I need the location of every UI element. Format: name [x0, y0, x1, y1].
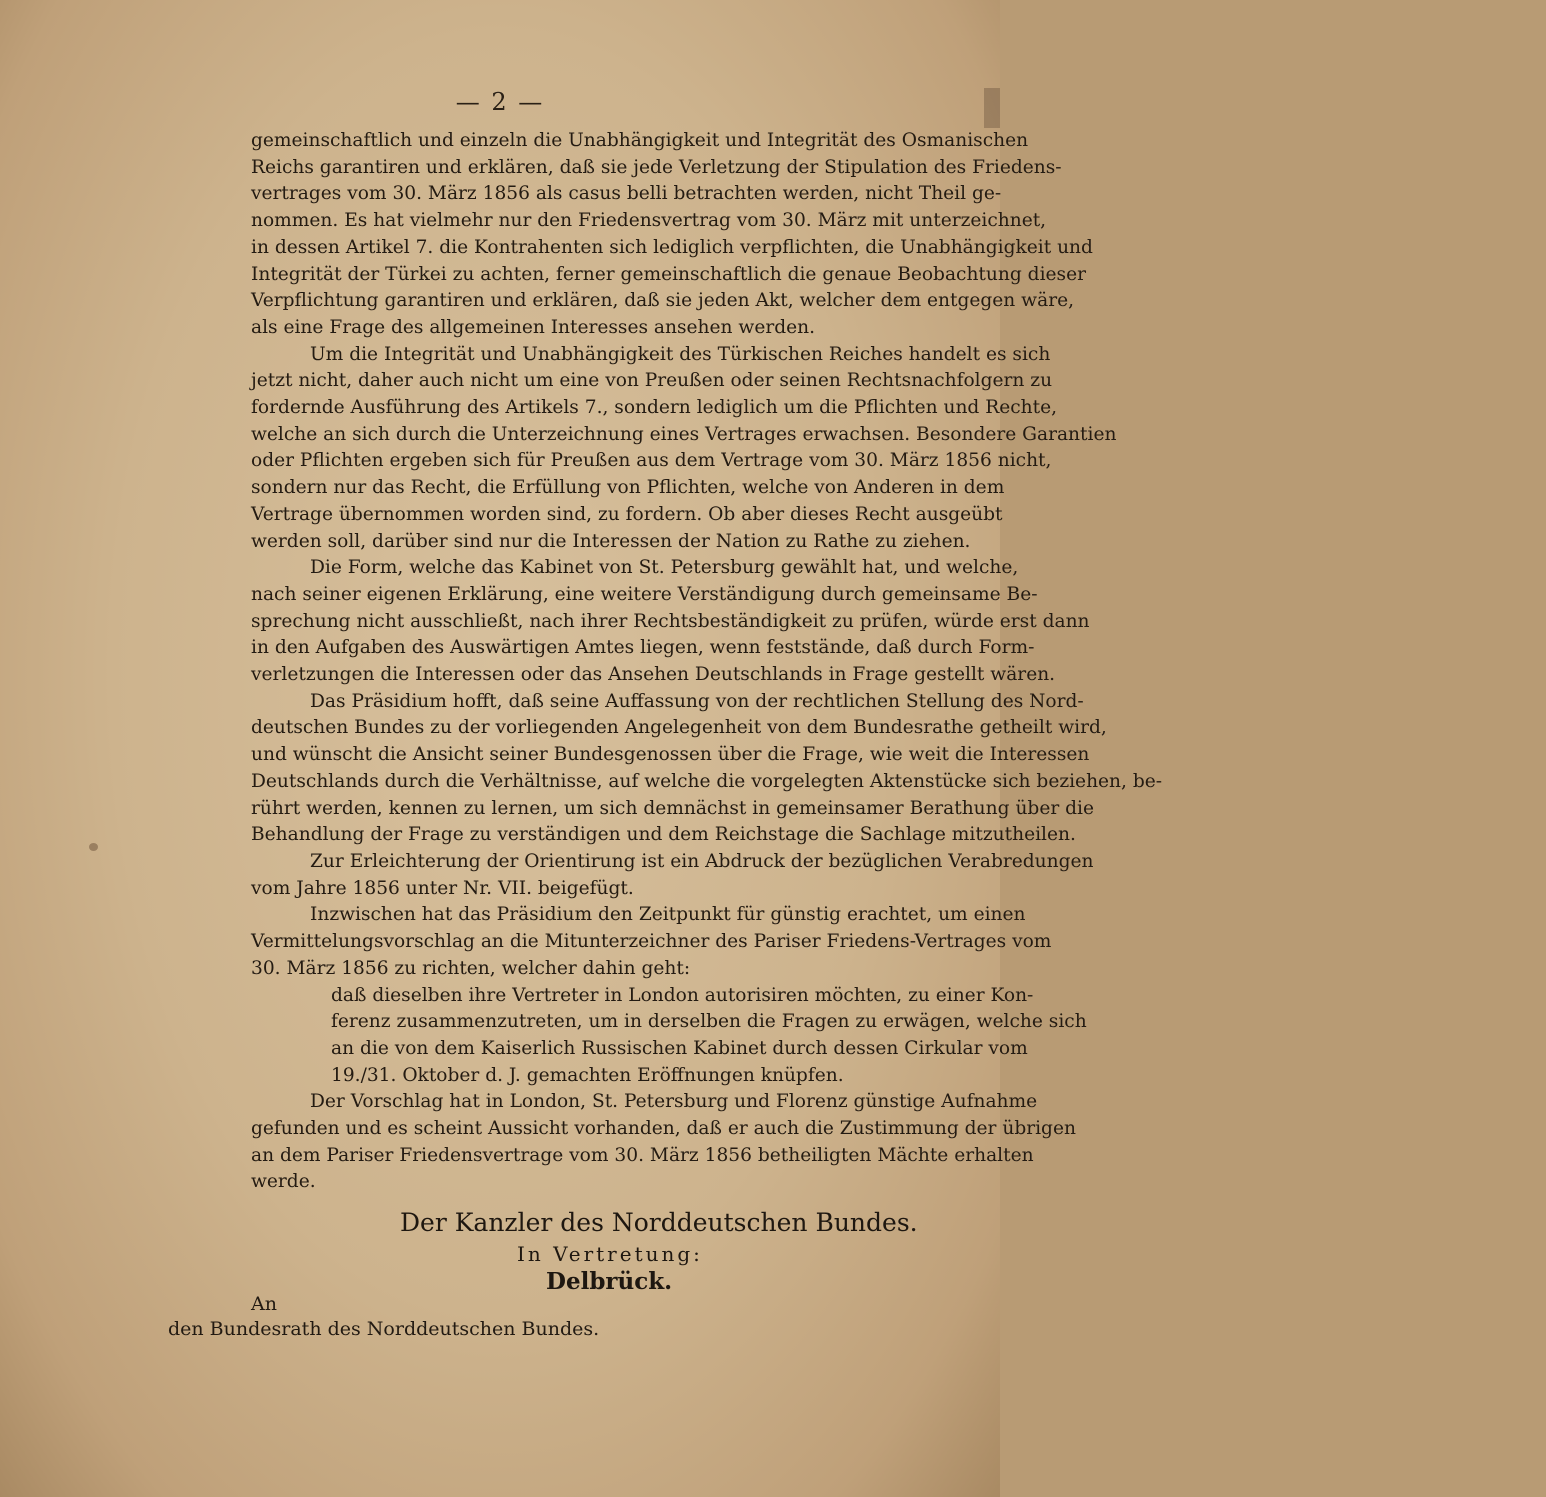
- ink-blot: [89, 843, 98, 851]
- text-line: Vertrage übernommen worden sind, zu fordern. Ob aber dieses Recht ausgeübt: [251, 503, 1003, 525]
- text-line: nommen. Es hat vielmehr nur den Friedensvertrag vom 30. März mit unterzeichnet,: [251, 210, 1047, 232]
- text-line: Der Vorschlag hat in London, St. Petersburg und Florenz günstige Aufnahme: [310, 1091, 1038, 1113]
- text-line: Verpflichtung garantiren und erklären, daß sie jeden Akt, welcher dem entgegen wäre,: [251, 290, 1074, 312]
- text-line: Die Form, welche das Kabinet von St. Petersburg gewählt hat, und welche,: [310, 557, 1019, 579]
- text-line: Inzwischen hat das Präsidium den Zeitpunkt für günstig erachtet, um einen: [310, 904, 1026, 926]
- address-line-1: An: [251, 1293, 277, 1315]
- text-line: werden soll, darüber sind nur die Interessen der Nation zu Rathe zu ziehen.: [251, 530, 971, 552]
- text-line: sprechung nicht ausschließt, nach ihrer Rechtsbeständigkeit zu prüfen, würde erst dann: [251, 610, 1090, 632]
- text-line: rührt werden, kennen zu lernen, um sich demnächst in gemeinsamer Berathung über die: [251, 797, 1094, 819]
- text-line: daß dieselben ihre Vertreter in London autorisiren möchten, zu einer Kon-: [331, 984, 1034, 1006]
- body-text: [251, 128, 1163, 1196]
- signature-name: Delbrück.: [546, 1268, 673, 1295]
- text-line: an dem Pariser Friedensvertrage vom 30. März 1856 betheiligten Mächte erhalten: [251, 1144, 1034, 1166]
- text-line: ferenz zusammenzutreten, um in derselben die Fragen zu erwägen, welche sich: [331, 1011, 1087, 1033]
- text-line: Zur Erleichterung der Orientirung ist ein Abdruck der bezüglichen Verabredungen: [310, 850, 1094, 872]
- text-line: an die von dem Kaiserlich Russischen Kabinet durch dessen Cirkular vom: [331, 1037, 1028, 1059]
- text-line: Um die Integrität und Unabhängigkeit des Türkischen Reiches handelt es sich: [310, 343, 1051, 365]
- text-line: werde.: [251, 1171, 316, 1193]
- text-line: als eine Frage des allgemeinen Interesses ansehen werden.: [251, 316, 816, 338]
- text-line: jetzt nicht, daher auch nicht um eine von Preußen oder seinen Rechtsnachfolgern zu: [251, 370, 1053, 392]
- text-line: Vermittelungsvorschlag an die Mitunterzeichner des Pariser Friedens-Vertrages vom: [251, 931, 1052, 953]
- text-line: und wünscht die Ansicht seiner Bundesgenossen über die Frage, wie weit die Interessen: [251, 744, 1090, 766]
- text-line: gefunden und es scheint Aussicht vorhanden, daß er auch die Zustimmung der übrigen: [251, 1118, 1076, 1140]
- text-line: in dessen Artikel 7. die Kontrahenten sich lediglich verpflichten, die Unabhängigkeit und: [251, 236, 1093, 258]
- text-line: vom Jahre 1856 unter Nr. VII. beigefügt.: [251, 877, 634, 899]
- text-line: gemeinschaftlich und einzeln die Unabhängigkeit und Integrität des Osmanischen: [251, 130, 1029, 151]
- text-line: Integrität der Türkei zu achten, ferner gemeinschaftlich die genaue Beobachtung dieser: [251, 263, 1086, 285]
- text-line: Deutschlands durch die Verhältnisse, auf welche die vorgelegten Aktenstücke sich beziehen, be-: [251, 770, 1163, 792]
- text-line: 30. März 1856 zu richten, welcher dahin geht:: [251, 957, 691, 979]
- page-number: — 2 —: [455, 88, 545, 116]
- address-line-2: den Bundesrath des Norddeutschen Bundes.: [168, 1318, 600, 1340]
- text-line: Behandlung der Frage zu verständigen und dem Reichstage die Sachlage mitzutheilen.: [251, 824, 1076, 846]
- text-line: nach seiner eigenen Erklärung, eine weitere Verständigung durch gemeinsame Be-: [251, 583, 1038, 605]
- text-line: verletzungen die Interessen oder das Ansehen Deutschlands in Frage gestellt wären.: [251, 664, 1056, 686]
- text-line: oder Pflichten ergeben sich für Preußen aus dem Vertrage vom 30. März 1856 nicht,: [251, 450, 1052, 472]
- text-line: sondern nur das Recht, die Erfüllung von Pflichten, welche von Anderen in dem: [251, 477, 1005, 499]
- text-line: 19./31. Oktober d. J. gemachten Eröffnungen knüpfen.: [331, 1064, 844, 1086]
- text-line: welche an sich durch die Unterzeichnung eines Vertrages erwachsen. Besondere Garantien: [251, 423, 1117, 445]
- text-line: fordernde Ausführung des Artikels 7., sondern lediglich um die Pflichten und Rechte,: [251, 397, 1058, 419]
- text-line: vertrages vom 30. März 1856 als casus belli betrachten werden, nicht Theil ge-: [251, 183, 1002, 205]
- text-line: Reichs garantiren und erklären, daß sie jede Verletzung der Stipulation des Friedens-: [251, 156, 1062, 178]
- text-line: Das Präsidium hofft, daß seine Auffassung von der rechtlichen Stellung des Nord-: [310, 690, 1084, 712]
- closing-title: Der Kanzler des Norddeutschen Bundes.: [400, 1208, 918, 1237]
- text-line: in den Aufgaben des Auswärtigen Amtes liegen, wenn feststände, daß durch Form-: [251, 637, 1035, 659]
- closing-representation: In Vertretung:: [517, 1242, 703, 1266]
- text-line: deutschen Bundes zu der vorliegenden Angelegenheit von dem Bundesrathe getheilt wird,: [251, 717, 1107, 739]
